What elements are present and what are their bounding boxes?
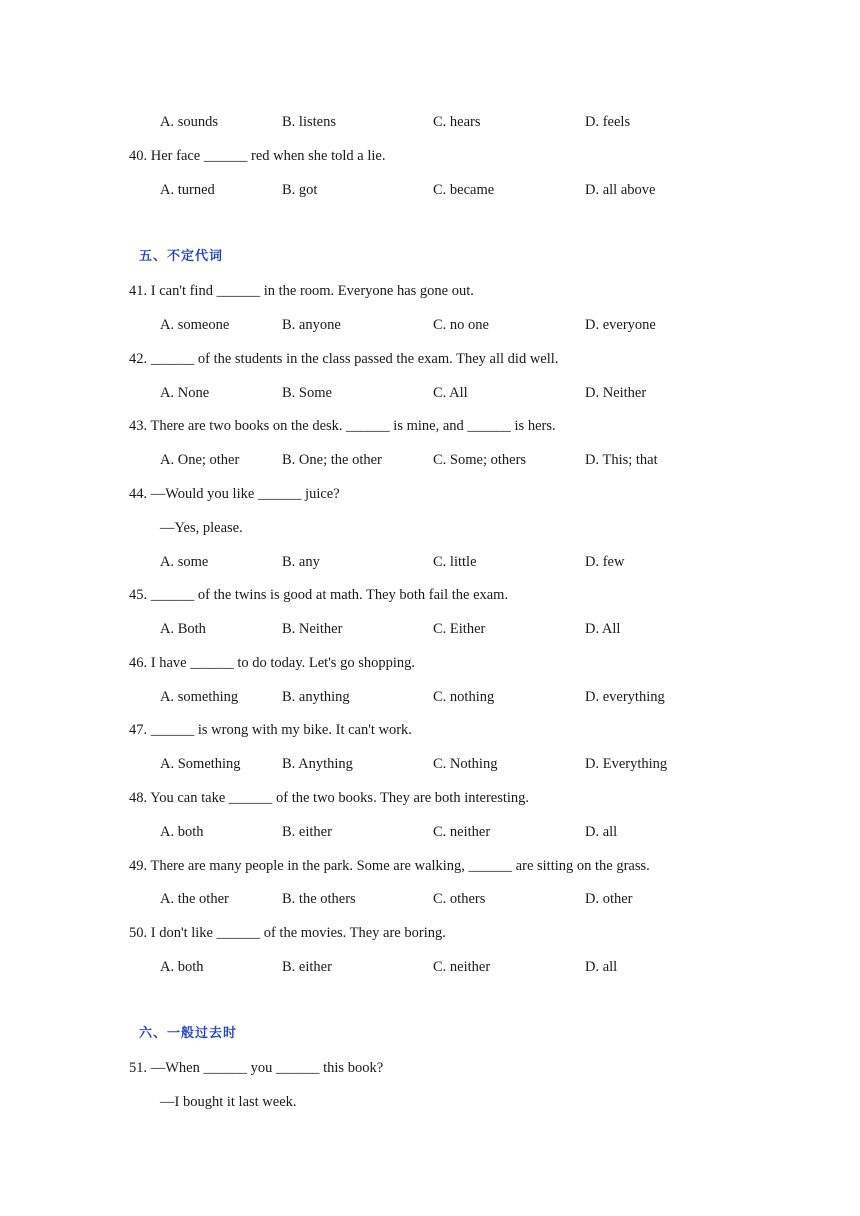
question-row bbox=[0, 349, 860, 369]
option-b: B. either bbox=[282, 959, 332, 975]
section-heading-row bbox=[0, 1024, 860, 1044]
option-a: A. both bbox=[160, 959, 204, 975]
question-text: 46. I have ______ to do today. Let's go shopping. bbox=[129, 655, 415, 671]
option-b: B. One; the other bbox=[282, 452, 382, 468]
question-row bbox=[0, 281, 860, 301]
option-a: A. both bbox=[160, 824, 204, 840]
question-row bbox=[0, 484, 860, 504]
option-a: A. the other bbox=[160, 891, 229, 907]
option-a: A. some bbox=[160, 554, 209, 570]
option-b: B. either bbox=[282, 824, 332, 840]
option-c: C. little bbox=[433, 554, 477, 570]
section-heading: 五、不定代词 bbox=[139, 249, 224, 264]
option-a: A. Something bbox=[160, 756, 241, 772]
option-c: C. hears bbox=[433, 114, 481, 130]
options-row bbox=[0, 754, 860, 774]
option-d: D. other bbox=[585, 891, 633, 907]
option-a: A. Both bbox=[160, 621, 206, 637]
option-b: B. Some bbox=[282, 385, 332, 401]
answer-row bbox=[0, 1092, 860, 1112]
option-d: D. all above bbox=[585, 182, 656, 198]
option-a: A. sounds bbox=[160, 114, 219, 130]
option-a: A. None bbox=[160, 385, 210, 401]
question-row bbox=[0, 1058, 860, 1078]
option-d: D. everyone bbox=[585, 317, 656, 333]
question-text: 51. —When ______ you ______ this book? bbox=[129, 1060, 384, 1076]
option-d: D. all bbox=[585, 959, 618, 975]
question-row bbox=[0, 146, 860, 166]
options-row bbox=[0, 315, 860, 335]
dialogue-reply: —Yes, please. bbox=[160, 520, 243, 536]
option-b: B. anything bbox=[282, 689, 350, 705]
options-row bbox=[0, 687, 860, 707]
question-row bbox=[0, 856, 860, 876]
option-c: C. Either bbox=[433, 621, 486, 637]
option-c: C. no one bbox=[433, 317, 489, 333]
option-a: A. someone bbox=[160, 317, 230, 333]
question-text: 43. There are two books on the desk. ______ is mine, and ______ is hers. bbox=[129, 418, 556, 434]
question-text: 48. You can take ______ of the two books. They are both interesting. bbox=[129, 790, 530, 806]
question-row bbox=[0, 788, 860, 808]
option-b: B. the others bbox=[282, 891, 356, 907]
options-row bbox=[0, 957, 860, 977]
option-b: B. Anything bbox=[282, 756, 353, 772]
option-a: A. something bbox=[160, 689, 239, 705]
question-row bbox=[0, 416, 860, 436]
options-row bbox=[0, 619, 860, 639]
options-row bbox=[0, 889, 860, 909]
question-row bbox=[0, 923, 860, 943]
answer-row bbox=[0, 518, 860, 538]
option-d: D. everything bbox=[585, 689, 665, 705]
question-text: 42. ______ of the students in the class passed the exam. They all did well. bbox=[129, 351, 559, 367]
question-row bbox=[0, 585, 860, 605]
question-text: 44. —Would you like ______ juice? bbox=[129, 486, 340, 502]
option-a: A. turned bbox=[160, 182, 215, 198]
question-row bbox=[0, 653, 860, 673]
option-c: C. neither bbox=[433, 824, 491, 840]
options-row bbox=[0, 180, 860, 200]
question-row bbox=[0, 720, 860, 740]
options-row bbox=[0, 822, 860, 842]
options-row bbox=[0, 450, 860, 470]
option-c: C. neither bbox=[433, 959, 491, 975]
option-a: A. One; other bbox=[160, 452, 240, 468]
question-text: 49. There are many people in the park. Some are walking, ______ are sitting on the grass. bbox=[129, 858, 650, 874]
options-row bbox=[0, 112, 860, 132]
question-text: 50. I don't like ______ of the movies. They are boring. bbox=[129, 925, 446, 941]
section-heading: 六、一般过去时 bbox=[139, 1026, 238, 1041]
dialogue-reply: —I bought it last week. bbox=[160, 1094, 297, 1110]
option-b: B. Neither bbox=[282, 621, 343, 637]
question-text: 40. Her face ______ red when she told a lie. bbox=[129, 148, 386, 164]
option-c: C. Nothing bbox=[433, 756, 498, 772]
section-heading-row bbox=[0, 247, 860, 267]
option-d: D. Everything bbox=[585, 756, 668, 772]
option-d: D. feels bbox=[585, 114, 631, 130]
option-d: D. Neither bbox=[585, 385, 647, 401]
options-row bbox=[0, 383, 860, 403]
option-c: C. became bbox=[433, 182, 495, 198]
option-b: B. got bbox=[282, 182, 318, 198]
option-c: C. nothing bbox=[433, 689, 495, 705]
option-c: C. All bbox=[433, 385, 468, 401]
question-text: 41. I can't find ______ in the room. Everyone has gone out. bbox=[129, 283, 474, 299]
option-c: C. Some; others bbox=[433, 452, 527, 468]
question-text: 47. ______ is wrong with my bike. It can't work. bbox=[129, 722, 412, 738]
options-row bbox=[0, 552, 860, 572]
option-b: B. listens bbox=[282, 114, 336, 130]
option-d: D. This; that bbox=[585, 452, 658, 468]
question-text: 45. ______ of the twins is good at math. They both fail the exam. bbox=[129, 587, 509, 603]
option-d: D. few bbox=[585, 554, 625, 570]
option-b: B. any bbox=[282, 554, 320, 570]
option-d: D. All bbox=[585, 621, 621, 637]
option-c: C. others bbox=[433, 891, 486, 907]
option-d: D. all bbox=[585, 824, 618, 840]
option-b: B. anyone bbox=[282, 317, 341, 333]
